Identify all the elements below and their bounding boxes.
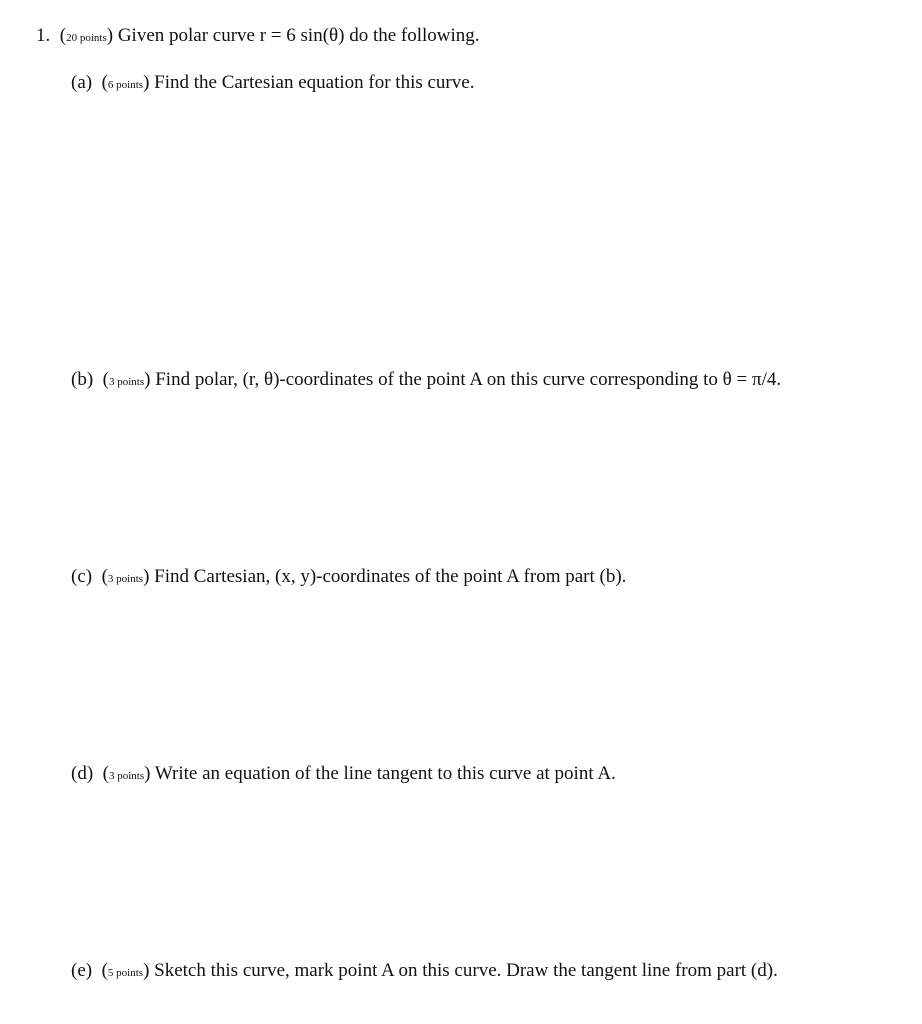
part-label: (e) (71, 960, 93, 981)
part-text: Find Cartesian, (x, y)-coordinates of the point A from part (b). (154, 566, 627, 587)
points: 3 points (108, 770, 145, 782)
part-text: Write an equation of the line tangent to this curve at point A. (154, 763, 616, 784)
part-text: Find the Cartesian equation for this curve. (154, 72, 475, 93)
part-text: Sketch this curve, mark point A on this curve. Draw the tangent line from part (d). (154, 960, 778, 981)
points: 3 points (107, 573, 144, 585)
part-label: (d) (71, 763, 94, 784)
part-text: Find polar, (r, θ)-coordinates of the point A on this curve corresponding to θ = π/4. (155, 369, 782, 390)
part-a: (a) (6 points) Find the Cartesian equation for this curve. (71, 72, 475, 93)
problem-header: 1. (20 points) Given polar curve r = 6 sin(θ) do the following. (36, 25, 480, 46)
part-e: (e) (5 points) Sketch this curve, mark point A on this curve. Draw the tangent line from part (d). (71, 960, 778, 981)
points: 3 points (108, 376, 145, 388)
part-c: (c) (3 points) Find Cartesian, (x, y)-coordinates of the point A from part (b). (71, 566, 627, 587)
part-label: (c) (71, 566, 93, 587)
part-b: (b) (3 points) Find polar, (r, θ)-coordinates of the point A on this curve corresponding to θ = π/4. (71, 369, 782, 390)
points: 20 points (66, 32, 107, 44)
points: 5 points (107, 967, 144, 979)
part-label: (a) (71, 72, 93, 93)
part-d: (d) (3 points) Write an equation of the line tangent to this curve at point A. (71, 763, 616, 784)
part-label: (b) (71, 369, 94, 390)
problem-text: Given polar curve r = 6 sin(θ) do the following. (117, 25, 480, 46)
points: 6 points (107, 79, 144, 91)
problem-number: 1. (36, 25, 51, 46)
